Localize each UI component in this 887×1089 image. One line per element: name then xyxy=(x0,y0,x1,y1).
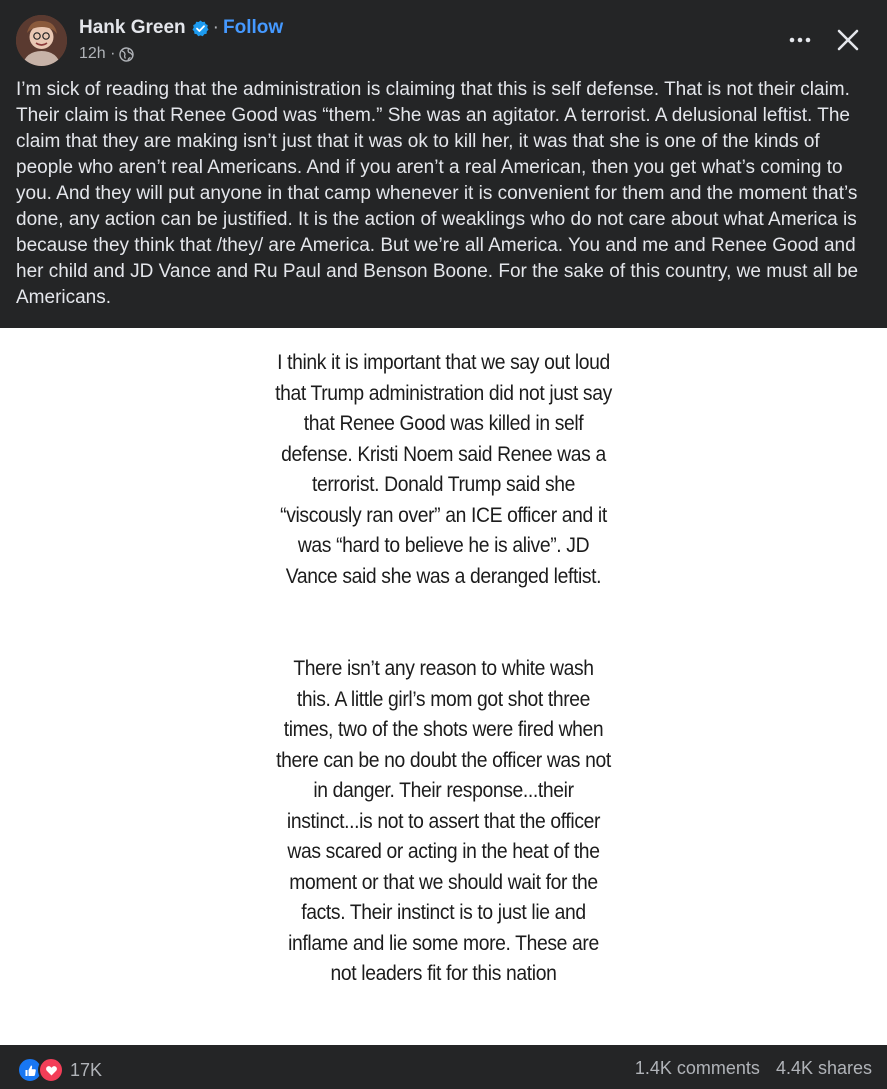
separator-dot: · xyxy=(212,17,219,38)
image-paragraph-2: There isn’t any reason to white wash this. A little girl’s mom got shot three times, two of the shots were fired when there can be no doubt the officer was not in danger. Their response...their instinct...is not to assert that the officer was scared or acting in the heat of the moment or that we should wait for the facts. Their instinct is to just lie and inflame and lie some more. These are not leaders fit for this nation xyxy=(276,657,611,985)
image-paragraph-1: I think it is important that we say out loud that Trump administration did not just say that Renee Good was killed in self defense. Kristi Noem said Renee was a terrorist. Donald Trump said she “viscously ran over” an ICE officer and it was “hard to believe he is alive”. JD Vance said she was a deranged leftist. xyxy=(275,351,612,588)
post-timestamp[interactable]: 12h · xyxy=(79,45,116,62)
more-horizontal-icon xyxy=(784,27,818,53)
post-meta xyxy=(79,45,134,63)
post-text: I’m sick of reading that the administration is claiming that this is self defense. That is not their claim. Their claim is that Renee Good was “them.” She was an agitator. A terrorist. A delusional leftist. The claim that they are making isn’t just that it was ok to kill her, it was that she is one of the kinds of people who aren’t real Americans. And if you aren’t a real American, then you get what’s coming to you. And they will put anyone in that camp whenever it is convenient for them and the moment that’s done, any action can be justified. It is the action of weaklings who do not care about what America is because they think that /they/ are America. But we’re all America. You and me and Renee Good and her child and JD Vance and Ru Paul and Benson Boone. For the sake of this country, we must all be Americans. xyxy=(16,79,863,308)
engagement-stats xyxy=(635,1058,872,1079)
avatar[interactable] xyxy=(16,15,67,66)
globe-icon[interactable] xyxy=(119,47,134,62)
follow-button[interactable]: Follow xyxy=(222,17,284,38)
more-options-button[interactable] xyxy=(784,27,818,53)
post-header xyxy=(0,0,887,70)
reactions-summary[interactable] xyxy=(17,1057,102,1083)
shares-count[interactable]: 4.4K shares xyxy=(775,1058,872,1078)
verified-badge-icon xyxy=(192,20,209,37)
love-icon xyxy=(38,1057,64,1083)
comments-count[interactable]: 1.4K comments xyxy=(634,1058,760,1078)
author-name[interactable]: Hank Green xyxy=(79,17,186,38)
reaction-count: 17K xyxy=(70,1059,103,1080)
close-button[interactable] xyxy=(832,24,864,56)
post-image[interactable] xyxy=(0,328,887,1045)
author-line xyxy=(79,17,283,39)
post-footer xyxy=(0,1045,887,1089)
close-icon xyxy=(832,24,864,56)
